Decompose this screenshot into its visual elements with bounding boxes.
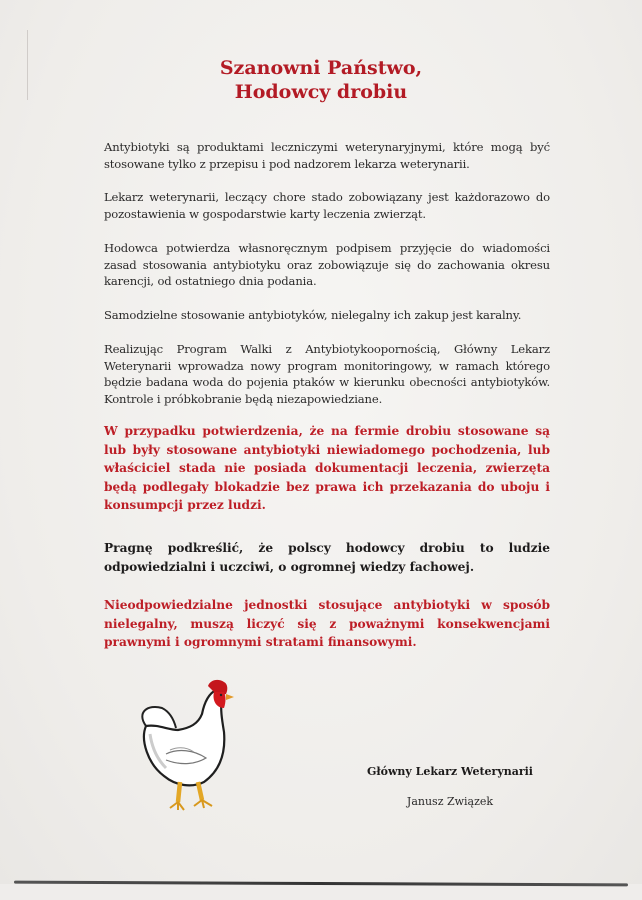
- heading-line-2: Hodowcy drobiu: [234, 81, 408, 103]
- consequences-paragraph: Nieodpowiedzialne jednostki stosujące antybiotyki w sposób nielegalny, muszą liczyć się z poważnymi konsekwencjami prawnymi i ogromnymi stratami finansowymi.: [104, 598, 550, 649]
- paragraph-illegal-use: Samodzielne stosowanie antybiotyków, nielegalny ich zakup jest karalny.: [104, 308, 522, 322]
- rooster-icon: [128, 668, 248, 818]
- signature-title: Główny Lekarz Weterynarii: [366, 765, 533, 778]
- warning-paragraph: W przypadku potwierdzenia, że na fermie drobiu stosowane są lub były stosowane antybiotyki niewiadomego pochodzenia, lub właściciel stada nie posiada dokumentacji leczenia, zwierzęta będą podlegały blokadzie bez prawa ich przekazania do uboju i konsumpcji przez ludzi.: [104, 424, 550, 512]
- paragraph-breeder-signature: Hodowca potwierdza własnoręcznym podpisem przyjęcie do wiadomości zasad stosowania antybiotyku oraz zobowiązuje się do zachowania okresu karencji, od ostatniego dnia podania.: [104, 241, 550, 288]
- paragraph-antibiotics: Antybiotyki są produktami leczniczymi weterynaryjnymi, które mogą być stosowane tylko z przepisu i pod nadzorem lekarza weterynarii.: [104, 140, 550, 171]
- emphasis-paragraph: Pragnę podkreślić, że polscy hodowcy drobiu to ludzie odpowiedzialni i uczciwi, o ogromnej wiedzy fachowej.: [104, 541, 550, 574]
- heading-line-1: Szanowni Państwo,: [219, 57, 423, 79]
- signature-name: Janusz Związek: [406, 795, 494, 808]
- paragraph-vet-duty: Lekarz weterynarii, leczący chore stado zobowiązany jest każdorazowo do pozostawienia w gospodarstwie karty leczenia zwierząt.: [104, 190, 550, 221]
- paragraph-monitoring-program: Realizując Program Walki z Antybiotykoopornością, Główny Lekarz Weterynarii wprowadza nowy program monitoringowy, w ramach którego będzie badana woda do pojenia ptaków w kierunku obecności antybiotyków. Kontrole i próbkobranie będą niezapowiedziane.: [104, 342, 550, 406]
